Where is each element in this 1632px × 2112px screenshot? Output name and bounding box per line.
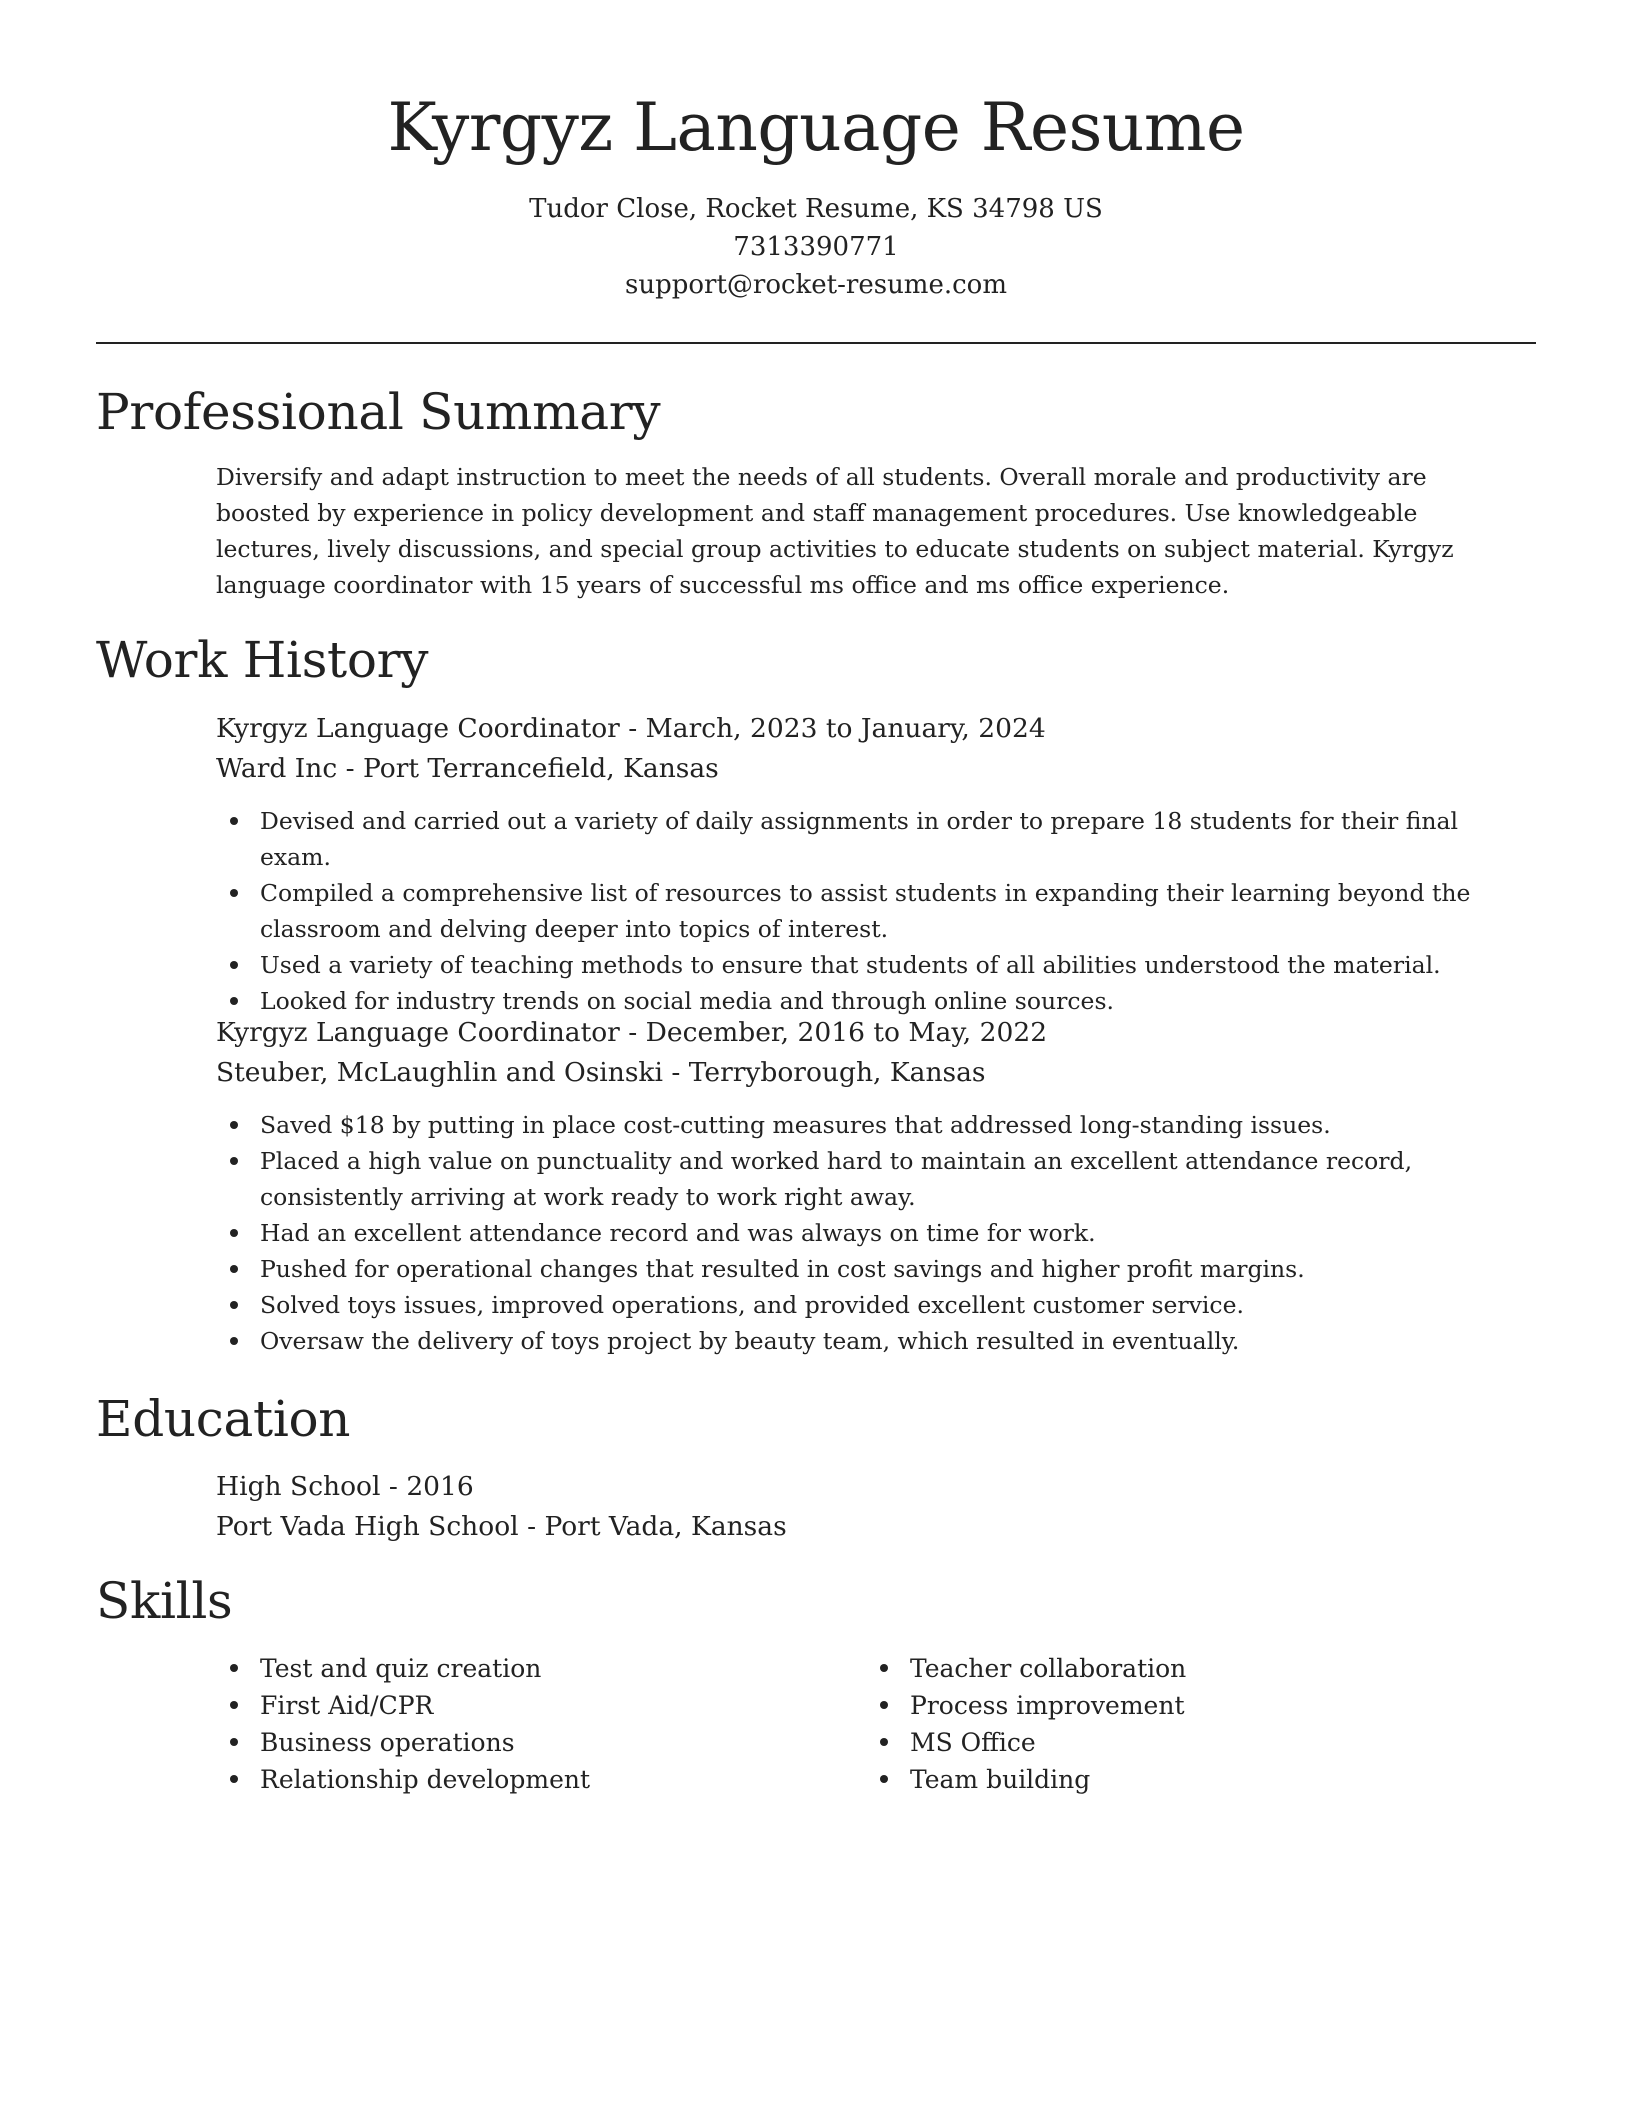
separator: - bbox=[337, 753, 363, 784]
list-item: Placed a high value on punctuality and worked hard to maintain an excellent attendance record, consistently arriving at work ready to work right away. bbox=[216, 1143, 1536, 1215]
job-2-bullets bbox=[216, 1107, 1536, 1359]
skills-column-right bbox=[866, 1650, 1466, 1798]
list-item: Used a variety of teaching methods to ensure that students of all abilities understood the material. bbox=[216, 947, 1536, 983]
list-item: Looked for industry trends on social media and through online sources. bbox=[216, 983, 1536, 1019]
education-school: Port Vada High School bbox=[216, 1511, 519, 1542]
list-item: MS Office bbox=[866, 1724, 1466, 1761]
job-1-position: Kyrgyz Language Coordinator bbox=[216, 713, 620, 744]
list-item: Business operations bbox=[216, 1724, 816, 1761]
job-1-title-line bbox=[216, 709, 1536, 749]
list-item: Test and quiz creation bbox=[216, 1650, 816, 1687]
list-item: Had an excellent attendance record and was always on time for work. bbox=[216, 1215, 1536, 1251]
separator: - bbox=[662, 1057, 689, 1088]
list-item: Process improvement bbox=[866, 1687, 1466, 1724]
header-divider bbox=[96, 342, 1536, 344]
contact-block bbox=[96, 190, 1536, 304]
separator: - bbox=[619, 713, 646, 744]
separator: - bbox=[518, 1511, 545, 1542]
education-heading: Education bbox=[96, 1390, 351, 1448]
job-entry-2 bbox=[216, 1013, 1536, 1359]
list-item: First Aid/CPR bbox=[216, 1687, 816, 1724]
education-school-line bbox=[216, 1507, 1536, 1547]
separator: - bbox=[380, 1471, 407, 1502]
list-item: Solved toys issues, improved operations, and provided excellent customer service. bbox=[216, 1287, 1536, 1323]
education-entry bbox=[216, 1467, 1536, 1547]
job-1-bullets bbox=[216, 803, 1536, 1019]
contact-address: Tudor Close, Rocket Resume, KS 34798 US bbox=[529, 194, 1103, 224]
work-history-heading: Work History bbox=[96, 631, 429, 689]
resume-header bbox=[96, 78, 1536, 304]
list-item: Compiled a comprehensive list of resources to assist students in expanding their learning beyond the classroom and delving deeper into topics of interest. bbox=[216, 875, 1536, 947]
contact-phone: 7313390771 bbox=[733, 232, 899, 262]
job-2-title-line bbox=[216, 1013, 1536, 1053]
list-item: Relationship development bbox=[216, 1761, 816, 1798]
job-1-dates: March, 2023 to January, 2024 bbox=[645, 713, 1046, 744]
job-2-company: Steuber, McLaughlin and Osinski bbox=[216, 1057, 663, 1088]
job-1-company-line bbox=[216, 749, 1536, 789]
summary-heading: Professional Summary bbox=[96, 383, 661, 441]
job-1-location: Port Terrancefield, Kansas bbox=[362, 753, 719, 784]
contact-email: support@rocket-resume.com bbox=[624, 270, 1007, 300]
skills-list-right bbox=[866, 1650, 1466, 1798]
summary-text: Diversify and adapt instruction to meet the needs of all students. Overall morale and productivity are boosted by experience in policy development and staff management procedures. Use knowledgeable lectures, lively discussions, and special group activities to educate students on subject material. Kyrgyz language coordinator with 15 years of successful ms office and ms office experience. bbox=[216, 463, 1454, 599]
job-entry-1 bbox=[216, 709, 1536, 1019]
skills-heading: Skills bbox=[96, 1572, 233, 1630]
education-degree-line bbox=[216, 1467, 1536, 1507]
list-item: Devised and carried out a variety of daily assignments in order to prepare 18 students for their final exam. bbox=[216, 803, 1536, 875]
separator: - bbox=[619, 1017, 646, 1048]
education-location: Port Vada, Kansas bbox=[544, 1511, 787, 1542]
list-item: Pushed for operational changes that resulted in cost savings and higher profit margins. bbox=[216, 1251, 1536, 1287]
list-item: Saved $18 by putting in place cost-cutting measures that addressed long-standing issues. bbox=[216, 1107, 1536, 1143]
job-2-location: Terryborough, Kansas bbox=[688, 1057, 986, 1088]
job-2-dates: December, 2016 to May, 2022 bbox=[645, 1017, 1048, 1048]
list-item: Teacher collaboration bbox=[866, 1650, 1466, 1687]
resume-title: Kyrgyz Language Resume bbox=[387, 89, 1245, 166]
list-item: Team building bbox=[866, 1761, 1466, 1798]
skills-list-left bbox=[216, 1650, 816, 1798]
job-2-position: Kyrgyz Language Coordinator bbox=[216, 1017, 620, 1048]
education-year: 2016 bbox=[406, 1471, 474, 1502]
job-1-company: Ward Inc bbox=[216, 753, 338, 784]
education-degree: High School bbox=[216, 1471, 381, 1502]
skills-column-left bbox=[216, 1650, 816, 1798]
job-2-company-line bbox=[216, 1053, 1536, 1093]
list-item: Oversaw the delivery of toys project by beauty team, which resulted in eventually. bbox=[216, 1323, 1536, 1359]
